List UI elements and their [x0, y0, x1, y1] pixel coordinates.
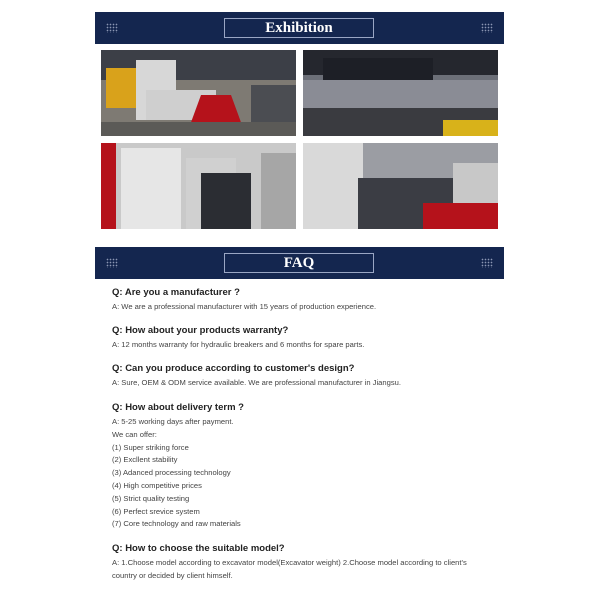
faq-question: Q: How about delivery term ? — [112, 402, 244, 413]
dots-ornament-left — [106, 23, 118, 33]
exhibition-photo-3 — [101, 143, 296, 229]
faq-answer-line: We can offer: — [112, 429, 157, 439]
faq-answer: A: 12 months warranty for hydraulic breakers and 6 months for spare parts. — [112, 340, 365, 349]
dots-ornament-right — [481, 23, 493, 33]
exhibition-title: Exhibition — [224, 18, 374, 38]
faq-answer-line: (3) Adanced processing technology — [112, 468, 231, 478]
faq-answer: A: We are a professional manufacturer with 15 years of production experience. — [112, 302, 377, 311]
faq-item — [112, 287, 502, 314]
faq-title: FAQ — [224, 253, 374, 273]
faq-answer: A: Sure, OEM & ODM service available. We are professional manufacturer in Jiangsu. — [112, 378, 401, 387]
faq-answer-line: A: 1.Choose model according to excavator model(Excavator weight) 2.Choose model according to client's — [112, 558, 467, 567]
faq-item — [112, 363, 502, 390]
faq-question: Q: How to choose the suitable model? — [112, 543, 285, 554]
faq-question: Q: How about your products warranty? — [112, 325, 289, 336]
faq-answer-line: (6) Perfect srevice system — [112, 506, 200, 516]
faq-item — [112, 543, 502, 583]
faq-answer-line: (5) Strict quality testing — [112, 493, 190, 503]
faq-answer-line: (7) Core technology and raw materials — [112, 519, 241, 529]
faq-answer-line: (2) Excllent stability — [112, 455, 178, 465]
faq-question: Q: Can you produce according to customer's design? — [112, 363, 355, 374]
exhibition-photo-2 — [303, 50, 498, 136]
exhibition-banner — [95, 12, 504, 44]
dots-ornament-left — [106, 258, 118, 268]
faq-answer-line: country or decided by client himself. — [112, 570, 233, 580]
faq-answer-line: A: 5-25 working days after payment. — [112, 417, 234, 426]
faq-answer-line: (1) Super striking force — [112, 442, 189, 452]
exhibition-photo-4 — [303, 143, 498, 229]
exhibition-photo-1 — [101, 50, 296, 136]
dots-ornament-right — [481, 258, 493, 268]
faq-question: Q: Are you a manufacturer ? — [112, 287, 240, 298]
faq-item — [112, 325, 502, 352]
faq-banner — [95, 247, 504, 279]
faq-item — [112, 402, 502, 531]
faq-answer-line: (4) High competitive prices — [112, 480, 202, 490]
